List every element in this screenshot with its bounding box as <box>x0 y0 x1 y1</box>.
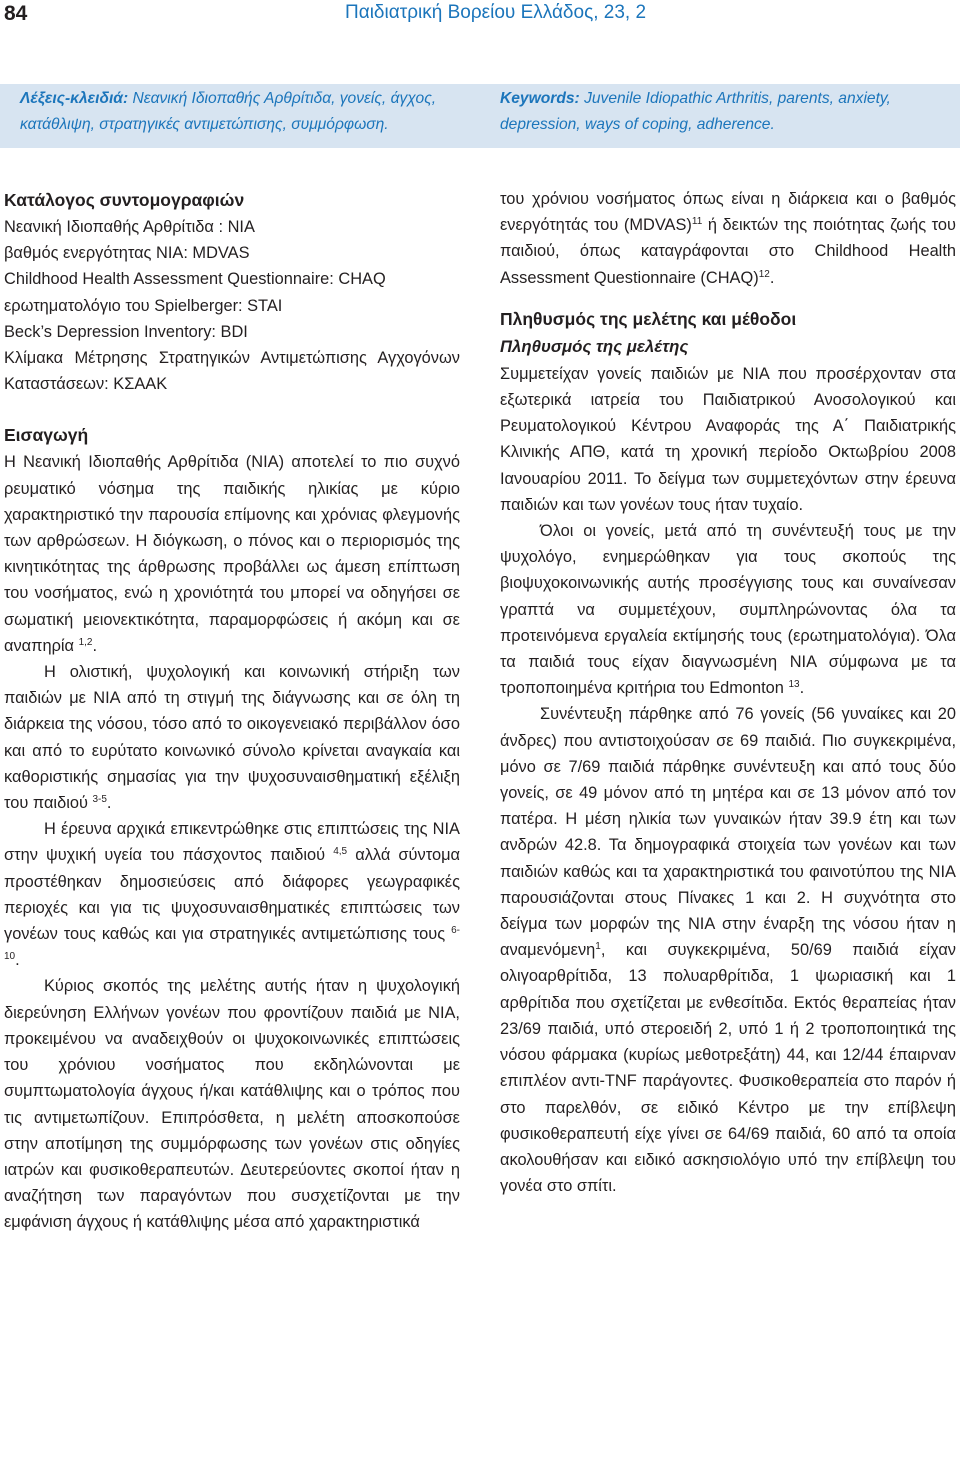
citation: 13 <box>788 679 800 691</box>
page-header <box>0 0 960 40</box>
population-paragraph-2: Όλοι οι γονείς, μετά από τη συνέντευξή τους με την ψυχολόγο, ενημερώθηκαν για τους σκοπούς της βιοψυχοκοινωνικής αυτής προσέγγισης τους και συναίνεσαν γραπτά να συμμετέχουν, συμπληρώνοντας όλα τα προτεινόμενα εργαλεία εκτίμησής τους (ερωτηματολόγια). Όλα τα παιδιά τους είχαν διαγνωσμένη ΝΙΑ σύμφωνα με τα τροποποιημένα κριτήρια του Edmonton $^{13}$. <box>500 522 956 698</box>
population-paragraph-3: Συνέντευξη πάρθηκε από 76 γονείς (56 γυναίκες και 20 άνδρες) που αντιστοιχούσαν σε 69 παιδιά. Πιο συγκεκριμένα, μόνο σε 7/69 παιδιά πάρθηκε συνέντευξη και από τους δύο γονείς, σε 49 μόνον από τη μητέρα και σε 13 μόνον από τον πατέρα. Η μέση ηλικία των γυναικών ήταν 39.9 έτη και των ανδρών 42.8. Τα δημογραφικά στοιχεία των γονέων και των παιδιών καθώς και τα χαρακτηριστικά του φαινοτύπου της ΝΙΑ παρουσιάζονται στους Πίνακες 1 και 2. Η συχνότητα στο δείγμα των μορφών της ΝΙΑ στην έναρξη της νόσου ήταν η αναμενόμενη$^1$, και συγκεκριμένα, 50/69 παιδιά είχαν ολιγοαρθρίτιδα, 13 πολυαρθρίτιδα, 1 ψωριασική και 1 αρθρίτιδα που σχετίζεται με ενθεσίτιδα. Εκτός θεραπείας ήταν 23/69 παιδιά, υπό στεροειδή 2, υπό 1 ή 2 τροποποιητικά της νόσου φάρμακα (κυρίως μεθοτρεξάτη) 44, και 12/44 έπαιρναν επιπλέον αντι-TNF παράγοντες. Φυσικοθεραπεία στο παρόν ή στο παρελθόν, σε ειδικό Κέντρο με την επίβλεψη φυσικοθεραπευτή είχε γίνει σε 64/69 παιδιά, 60 από τα οποία ακολουθήσαν και ειδικό ασκησιολόγιο υπό την επίβλεψη του γονέα στο σπίτι. <box>500 705 956 1196</box>
intro-paragraph-4: Κύριος σκοπός της μελέτης αυτής ήταν η ψυχολογική διερεύνηση Ελλήνων γονέων που φροντίζουν παιδιά με ΝΙΑ, προκειμένου να αναδειχθούν οι ψυχοκοινωνικές επιπτώσεις του χρόνιου νοσήματος που εκδηλώνονται με συμπτωματολογία άγχους ή/και κατάθλιψης και ο τρόπος που τις αντιμετωπίζουν. Επιπρόσθετα, η μελέτη αποσκοπούσε στην αποτίμηση της συμμόρφωσης των γονέων στις οδηγίες ιατρών και φυσικοθεραπευτών. Δευτερεύοντες σκοποί ήταν η αναζήτηση των παραγόντων που συσχετίζονται με την εμφάνιση άγχους ή κατάθλιψης μέσα από χαρακτηριστικά <box>4 977 460 1232</box>
keywords-greek-text: Νεανική Ιδιοπαθής Αρθρίτιδα, γονείς, άγχος, κατάθλιψη, στρατηγικές αντιμετώπισης, συμμόρφωση. <box>20 90 437 133</box>
abbreviation-item: Κλίμακα Μέτρησης Στρατηγικών Αντιμετώπισης Αγχογόνων Καταστάσεων: ΚΣΑΑΚ <box>4 349 460 394</box>
journal-title: Παιδιατρική Βορείου Ελλάδος, 23, 2 <box>345 2 647 23</box>
continued-paragraph: του χρόνιου νοσήματος όπως είναι η διάρκεια και ο βαθμός ενεργότητάς του (MDVAS)$^{11}$ ή δεικτών της ποιότητας ζωής του παιδιού, όπως καταγράφονται στο Childhood Health Assessment Questionnaire (CHAQ)$^{12}$. <box>500 190 956 287</box>
keywords-english-label: Keywords: <box>500 90 580 107</box>
intro-paragraph-2: Η ολιστική, ψυχολογική και κοινωνική στήριξη των παιδιών με ΝΙΑ από τη στιγμή της διάγνωσης και σε όλη τη διάρκεια της νόσου, τόσο από το οικογενειακό περιβάλλον όσο και από το ευρύτατο κοινωνικό σύνολο κρίνεται αναγκαία και καθοριστικής σημασίας για την ψυχοσυναισθηματική εξέλιξη του παιδιού $^{3-5}$. <box>4 663 460 813</box>
abbreviation-item: βαθμός ενεργότητας ΝΙΑ: MDVAS <box>4 244 250 263</box>
citation: 12 <box>758 268 770 280</box>
abbreviation-item: ερωτηματολόγιο του Spielberger: STAI <box>4 296 283 315</box>
abbreviation-item: Νεανική Ιδιοπαθής Αρθρίτιδα : ΝΙΑ <box>4 218 255 236</box>
abbreviations-title: Κατάλογος συντομογραφιών <box>4 190 245 210</box>
intro-title: Εισαγωγή <box>4 425 89 446</box>
left-column <box>4 186 460 1236</box>
keywords-box <box>0 84 960 148</box>
citation: 4,5 <box>333 846 348 858</box>
citation: 3-5 <box>92 794 107 806</box>
methods-section-title: Πληθυσμός της μελέτης και μέθοδοι <box>500 308 797 329</box>
page-number: 84 <box>4 2 28 25</box>
abbreviation-item: Beck’s Depression Inventory: BDI <box>4 322 248 341</box>
keywords-english-text: Juvenile Idiopathic Arthritis, parents, anxiety, depression, ways of coping, adherence. <box>500 90 891 133</box>
citation: 11 <box>691 216 703 228</box>
keywords-english <box>500 86 950 138</box>
right-column <box>500 186 956 1199</box>
population-subtitle: Πληθυσμός της μελέτης <box>500 336 689 356</box>
population-paragraph-1: Συμμετείχαν γονείς παιδιών με ΝΙΑ που προσέρχονταν στα εξωτερικά ιατρεία του Παιδιατρικού Ανοσολογικού και Ρευματολογικού Κέντρου Αναφοράς της Α΄ Παιδιατρικής Κλινικής ΑΠΘ, κατά τη χρονική περίοδο Οκτωβρίου 2008 Ιανουαρίου 2011. Το δείγμα των συμμετεχόντων στην έρευνα παιδιών και των γονέων τους ήταν τυχαίο. <box>500 364 956 514</box>
citation: 1 <box>595 941 601 953</box>
keywords-greek-label: Λέξεις-κλειδιά: <box>20 90 129 107</box>
citation: 1,2 <box>78 636 93 648</box>
keywords-greek <box>20 86 462 138</box>
citation: 6-10 <box>4 925 460 963</box>
intro-paragraph-1: Η Νεανική Ιδιοπαθής Αρθρίτιδα (ΝΙΑ) αποτελεί το πιο συχνό ρευματικό νόσημα της παιδικής ηλικίας με κύριο χαρακτηριστικό την παρουσία επίμονης και χρόνιας φλεγμονής των αρθρώσεων. Η διόγκωση, ο πόνος και ο περιορισμός της κινητικότητας της άρθρωσης προβάλλει ως άμεση επίπτωση του νοσήματος, ενώ η χρονιότητά του μπορεί να οδηγήσει σε σωματική μειονεκτικότητα, παραμορφώσεις ή ακόμη και σε αναπηρία $^{1,2}$. <box>4 453 460 655</box>
abbreviation-item: Childhood Health Assessment Questionnaire: CHAQ <box>4 270 386 289</box>
intro-paragraph-3: Η έρευνα αρχικά επικεντρώθηκε στις επιπτώσεις της ΝΙΑ στην ψυχική υγεία του πάσχοντος παιδιού $^{4,5}$ αλλά σύντομα προστέθηκαν δημοσιεύσεις από διάφορες γεωγραφικές περιοχές και για τις ψυχοσυναισθηματικές επιπτώσεις των γονέων τους καθώς και για στρατηγικές αντιμετώπισης τους $^{6-10}$. <box>4 820 460 970</box>
